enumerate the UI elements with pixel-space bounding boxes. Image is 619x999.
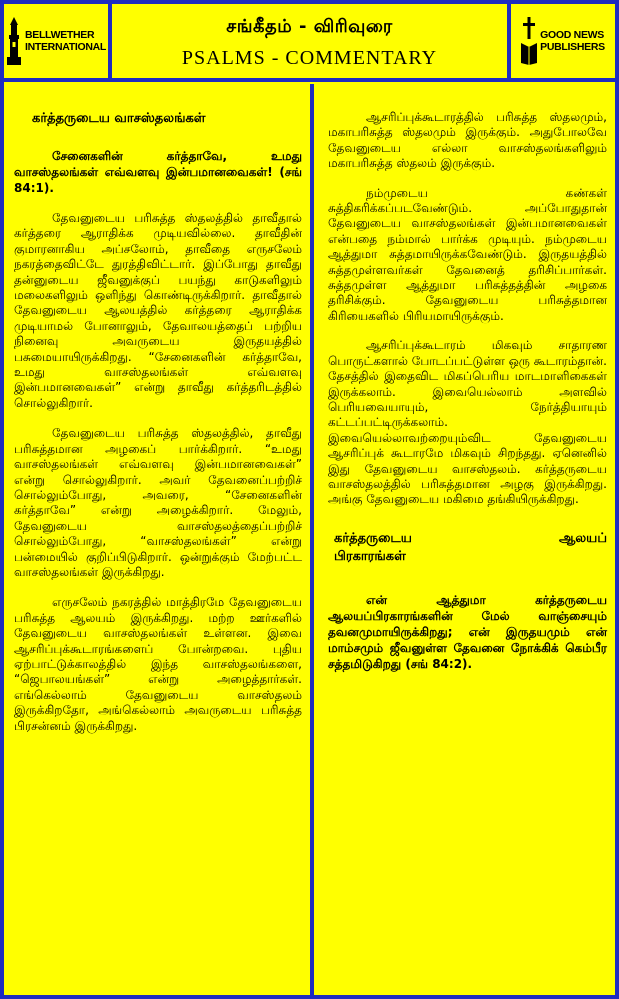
bell-tower-icon <box>6 17 22 65</box>
heading-part-3: பிரகாரங்கள் <box>334 548 406 564</box>
verse-quote: சேனைகளின் கர்த்தாவே, உமது வாசஸ்தலங்கள் எவ்வளவு இன்பமானவைகள்! (சங் 84:1). <box>14 149 302 195</box>
verse-quote-2: என் ஆத்துமா கர்த்தருடைய ஆலயப்பிரகாரங்களின் மேல் வாஞ்சையும் தவனமுமாயிருக்கிறது; என் இருதயமும் என் மாம்சமும் ஜீவனுள்ள தேவனை நோக்கிக் கெம்பீர சத்தமிடுகிறது (சங் 84:2). <box>328 592 607 671</box>
bellwether-logo <box>4 4 112 78</box>
body-paragraph: தேவனுடைய பரிசுத்த ஸ்தலத்தில், தாவீது பரிசுத்தமான அழகைப் பார்க்கிறார். “உமது வாசஸ்தலங்கள் எவ்வளவு இன்பமானவைகள்” என்று சொல்லுகிறார். அவர் தேவனைப்பற்றிச் சொல்லும்போது, அவரை, “சேனைகளின் கர்த்தாவே” என்று அழைக்கிறார். மேலும், தேவனுடைய வாசஸ்தலத்தைப்பற்றிச் சொல்லும்போது, “வாசஸ்தலங்கள்” என்று பன்மையில் குறிப்பிடுகிறார். ஒன்றுக்கும் மேற்பட்ட வாசஸ்தலங்கள் இருக்கிறது. <box>14 426 302 579</box>
body-paragraph: ஆசரிப்புக்கூடாரத்தில் பரிசுத்த ஸ்தலமும், மகாபரிசுத்த ஸ்தலமும் இருக்கும். அதுபோலவே தேவனுடைய எல்லா வாசஸ்தலங்களிலும் மகாபரிசுத்த ஸ்தலம் இருக்கும். <box>328 110 607 171</box>
title-english: PSALMS - COMMENTARY <box>181 47 438 69</box>
body-paragraph: ஆசரிப்புக்கூடாரம் மிகவும் சாதாரண பொருட்களால் போடப்பட்டுள்ள ஒரு கூடாரம்தான். தேசத்தில் இதைவிட மிகப்பெரிய மாடமாளிகைகள் இருக்கலாம். இவையெல்லாம் அளவில் பெரியவையாயும், நேர்த்தியாயும் கட்டப்பட்டிருக்கலாம். இவையெல்லாவற்றையும்விட தேவனுடைய ஆசரிப்புக் கூடாரமே மிகவும் சிறந்தது. ஏனெனில் இது தேவனுடைய வாசஸ்தலம். கர்த்தருடைய வாசஸ்தலத்தில் பரிசுத்தமான அழகு இருக்கிறது. அங்கு தேவனுடைய மகிமை தங்கியிருக்கிறது. <box>328 338 607 507</box>
cross-book-icon <box>521 17 537 65</box>
logo-right-line2: PUBLISHERS <box>540 41 605 53</box>
heading-part-1: கர்த்தருடைய <box>334 530 412 546</box>
logo-right-line1: GOOD NEWS <box>540 29 604 41</box>
good-news-logo <box>507 4 615 78</box>
body-paragraph: நம்முடைய கண்கள் சுத்திகரிக்கப்படவேண்டும். அப்போதுதான் தேவனுடைய வாசஸ்தலங்கள் இன்பமானவைகள் என்பதை நம்மால் பார்க்க முடியும். நம்முடைய ஆத்துமா சுத்தமாயிருக்கவேண்டும். இருதயத்தில் சுத்தமுள்ளவர்கள் தேவனைத் தரிசிப்பார்கள். சுத்தமுள்ள ஆத்துமா பரிசுத்தத்தின் அழகை தரிசிக்கும். தேவனுடைய பரிசுத்தமான கிரியைகளில் பிரியமாயிருக்கும். <box>328 185 607 323</box>
title-tamil: சங்கீதம் - விரிவுரை <box>226 16 393 37</box>
logo-left-line1: BELLWETHER <box>24 29 95 41</box>
body-paragraph: எருசலேம் நகரத்தில் மாத்திரமே தேவனுடைய பரிசுத்த ஆலயம் இருக்கிறது. மற்ற ஊர்களில் தேவனுடைய வாசஸ்தலங்கள் உள்ளன. இவை ஆசரிப்புக்கூடாரங்களைப் போன்றவை. புதிய ஏற்பாட்டுக்காலத்தில் இந்த வாசஸ்தலங்களை, “ஜெபாலயங்கள்” என்று அழைத்தார்கள். எங்கெல்லாம் தேவனுடைய வாசஸ்தலம் இருக்கிறதோ, அங்கெல்லாம் அவருடைய பரிசுத்த பிரசன்னம் இருக்கிறது. <box>14 595 302 733</box>
heading-part-2: ஆலயப் <box>558 530 607 546</box>
body-paragraph: தேவனுடைய பரிசுத்த ஸ்தலத்தில் தாவீதால் கர்த்தரை ஆராதிக்க முடியவில்லை. தாவீதின் குமாரனாகிய அப்சலோம், தாவீதை எருசலேம் நகரத்தைவிட்டே துரத்திவிட்டார். இப்போது தாவீது தன்னுடைய ஜீவனுக்குப் பயந்து காடுகளிலும் மலைகளிலும் ஒளிந்து கொண்டிருக்கிறார். தாவீதால் தேவனுடைய ஆலயத்தில் கர்த்தரை ஆராதிக்க முடியாமல் போனாலும், தேவாலயத்தைப் பற்றிய நினைவு அவருடைய இருதயத்தில் பசுமையாயிருக்கிறது. “சேனைகளின் கர்த்தாவே, உமது வாசஸ்தலங்கள் எவ்வளவு இன்பமானவைகள்” என்று தாவீது கர்த்தரிடத்தில் சொல்லுகிறார். <box>14 211 302 410</box>
right-column <box>318 84 615 995</box>
left-column <box>4 84 314 995</box>
section-heading-2 <box>334 530 607 566</box>
page-title <box>112 4 507 78</box>
logo-left-line2: INTERNATIONAL <box>24 41 107 53</box>
header <box>4 4 615 82</box>
section-heading: கர்த்தருடைய வாசஸ்தலங்கள் <box>32 111 206 126</box>
